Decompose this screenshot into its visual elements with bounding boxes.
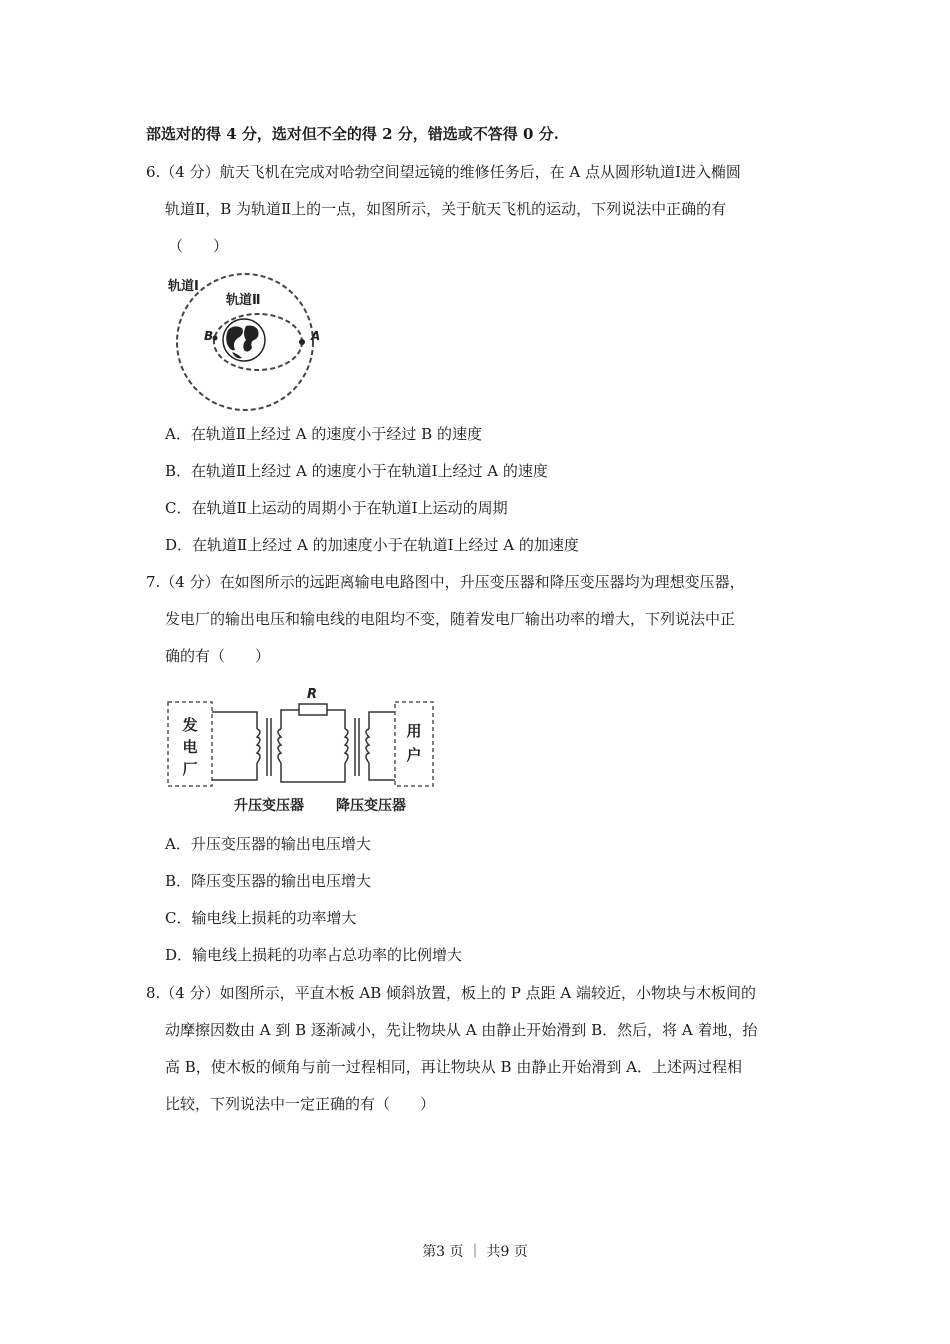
resistor-label: R [306,687,318,702]
transmission-circuit-figure [165,684,437,818]
question-6-stem-line-2: 轨道Ⅱ，B 为轨道Ⅱ上的一点，如图所示，关于航天飞机的运动，下列说法中正确的有 [165,200,727,218]
orbit-2-label: 轨道Ⅱ [226,293,261,308]
user-char-2: 户 [406,746,422,764]
step-up-label: 升压变压器 [234,798,304,814]
question-8-stem-line-3: 高 B，使木板的倾角与前一过程相同，再让物块从 B 由静止开始滑到 A．上述两过程相 [165,1058,742,1076]
user-char-1: 用 [406,722,422,740]
question-7-option-d: D．输电线上损耗的功率占总功率的比例增大 [165,946,463,964]
step-up-primary-coil [257,729,260,763]
question-6-option-b: B．在轨道Ⅱ上经过 A 的速度小于在轨道Ⅰ上经过 A 的速度 [165,462,548,480]
question-8-stem-line-4: 比较，下列说法中一定正确的有（ ） [165,1095,436,1113]
question-6-option-d: D．在轨道Ⅱ上经过 A 的加速度小于在轨道Ⅰ上经过 A 的加速度 [165,536,579,554]
step-up-secondary-coil [278,729,281,763]
line-resistor [299,704,327,715]
question-7-option-b: B．降压变压器的输出电压增大 [165,872,372,890]
orbit-1-label: 轨道Ⅰ [168,279,199,294]
power-plant-char-1: 发 [182,716,198,734]
earth-icon [223,319,265,361]
point-a-marker [299,339,305,345]
question-8-stem-line-2: 动摩擦因数由 A 到 B 逐渐减小，先让物块从 A 由静止开始滑到 B．然后，将 A 着地，抬 [165,1021,758,1039]
power-plant-char-3: 厂 [182,760,198,778]
question-6-stem-line-1: 6.（4 分）航天飞机在完成对哈勃空间望远镜的维修任务后，在 A 点从圆形轨道Ⅰ进入椭圆 [146,163,741,181]
user-box [395,702,433,786]
question-6-stem-line-3: （ ） [168,237,229,255]
section-instructions: 部选对的得 4 分，选对但不全的得 2 分，错选或不答得 0 分. [146,125,559,143]
question-6-option-a: A．在轨道Ⅱ上经过 A 的速度小于经过 B 的速度 [165,425,482,443]
question-7-option-a: A．升压变压器的输出电压增大 [165,835,371,853]
page-footer: 第3 页 ｜ 共9 页 [422,1244,528,1260]
question-6-option-c: C．在轨道Ⅱ上运动的周期小于在轨道Ⅰ上运动的周期 [165,499,508,517]
step-down-secondary-coil [366,729,369,763]
step-down-primary-coil [345,729,348,763]
point-b-label: B [204,329,214,343]
question-7-stem-line-3: 确的有（ ） [165,647,271,665]
question-7-stem-line-2: 发电厂的输出电压和输电线的电阻均不变，随着发电厂输出功率的增大，下列说法中正 [165,610,736,628]
question-7-stem-line-1: 7.（4 分）在如图所示的远距离输电电路图中，升压变压器和降压变压器均为理想变压器， [146,573,745,591]
question-7-option-c: C．输电线上损耗的功率增大 [165,909,357,927]
point-b-marker [213,336,218,341]
point-a-label: A [311,329,321,343]
question-8-stem-line-1: 8.（4 分）如图所示，平直木板 AB 倾斜放置，板上的 P 点距 A 端较近，小物块与木板间的 [146,984,757,1002]
power-plant-char-2: 电 [182,738,198,756]
orbit-figure [160,268,335,416]
step-down-label: 降压变压器 [336,798,406,814]
